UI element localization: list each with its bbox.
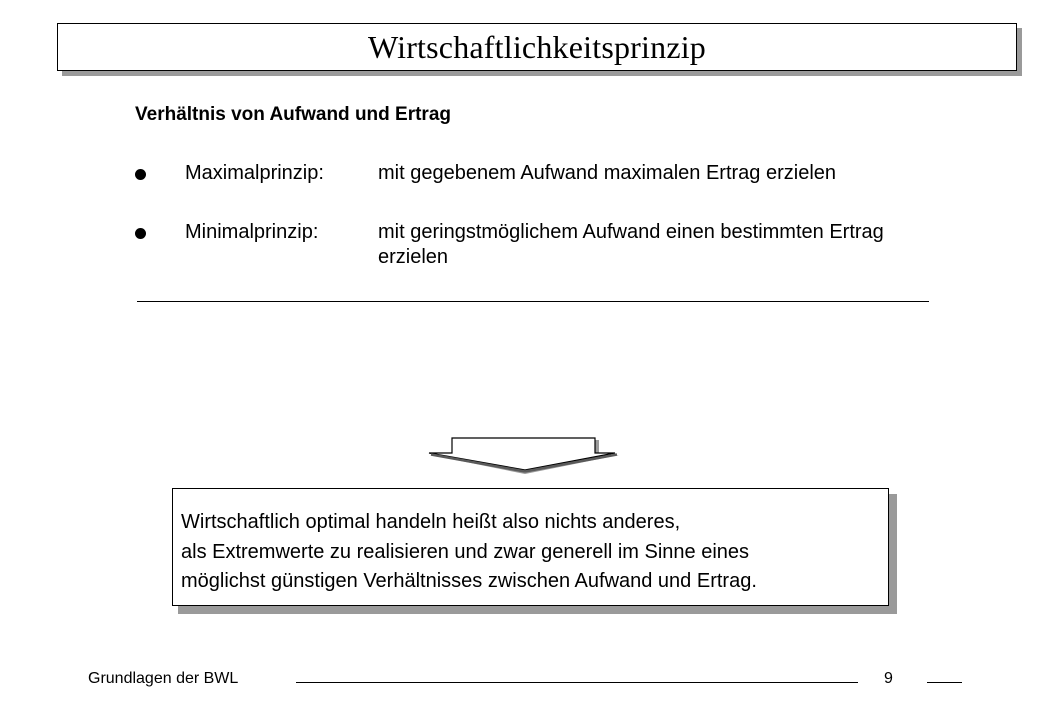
conclusion-box [172,488,889,606]
bullet-item-minimalprinzip [135,220,935,270]
slide-title: Wirtschaftlichkeitsprinzip [367,28,707,65]
page-number: 9 [884,670,893,687]
title-box [57,23,1017,71]
bullet-item-maximalprinzip [135,161,935,186]
bullet-dot-icon [135,169,146,180]
bullet-description: mit geringstmöglichem Aufwand einen bestimmten Ertrag erzielen [378,221,884,268]
bullet-description: mit gegebenem Aufwand maximalen Ertrag erzielen [378,162,837,184]
footer-label: Grundlagen der BWL [88,670,239,687]
down-arrow-icon [425,436,625,476]
bullet-dot-icon [135,228,146,239]
divider [137,301,929,302]
section-heading: Verhältnis von Aufwand und Ertrag [135,104,451,125]
bullet-term: Maximalprinzip: [185,162,324,184]
conclusion-line: möglichst günstigen Verhältnisses zwischen Aufwand und Ertrag. [181,570,757,592]
bullet-term: Minimalprinzip: [185,221,319,243]
conclusion-line: als Extremwerte zu realisieren und zwar generell im Sinne eines [181,541,750,563]
footer-rule-end [927,682,962,683]
conclusion-line: Wirtschaftlich optimal handeln heißt also nichts anderes, [181,511,681,533]
footer-rule [296,682,858,683]
